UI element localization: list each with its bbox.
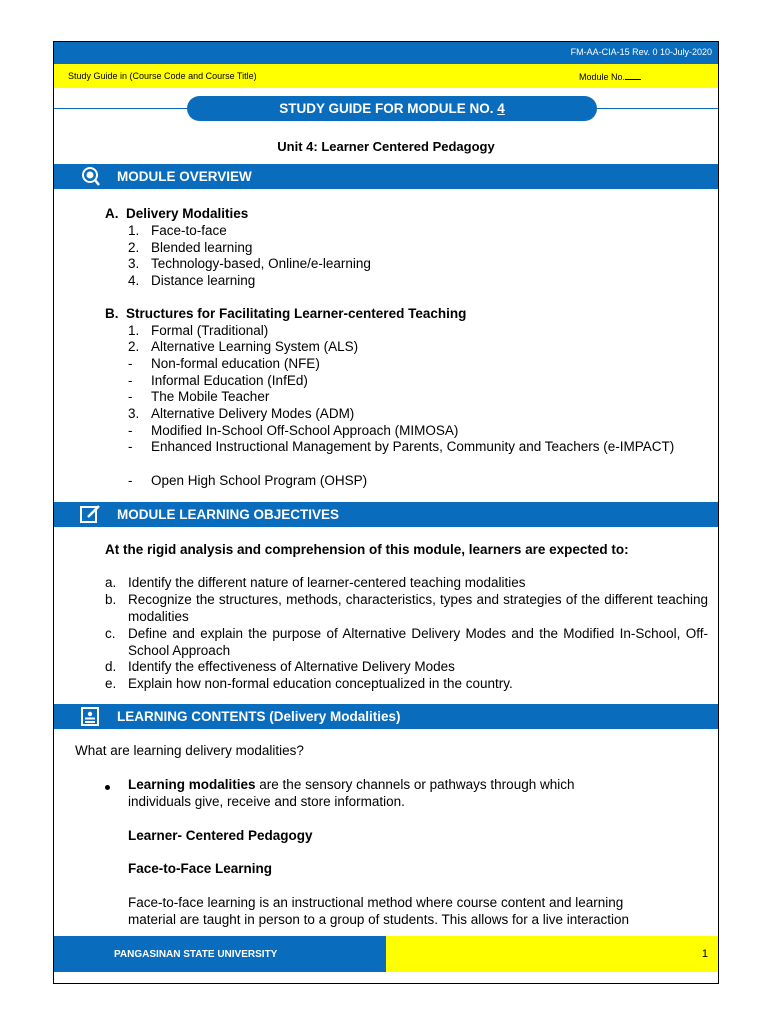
section-b-title: Structures for Facilitating Learner-centered Teaching	[126, 306, 467, 321]
list-item: Formal (Traditional)	[151, 323, 269, 338]
list-item-marker: c.	[105, 626, 116, 641]
footer-university-block	[54, 936, 386, 972]
clipboard-icon	[78, 706, 104, 727]
page-title	[187, 96, 597, 121]
list-item-marker: 4.	[128, 273, 140, 288]
list-item: Explain how non-formal education conceptualized in the country.	[128, 676, 513, 691]
bullet-bold-term: Learning modalities	[128, 777, 256, 792]
list-item-marker: 3.	[128, 406, 140, 421]
objectives-intro: At the rigid analysis and comprehension of this module, learners are expected to:	[105, 542, 629, 557]
bullet-line-2: individuals give, receive and store information.	[128, 794, 405, 809]
module-overview-heading: MODULE OVERVIEW	[117, 169, 252, 184]
section-a-title: Delivery Modalities	[126, 206, 249, 221]
document-page	[53, 41, 719, 984]
bullet-rest-1: are the sensory channels or pathways through which	[259, 777, 575, 792]
list-item: The Mobile Teacher	[151, 389, 270, 404]
list-item: Informal Education (InfEd)	[151, 373, 308, 388]
edit-icon	[78, 504, 104, 525]
list-item: Face-to-face	[151, 223, 227, 238]
list-item-marker: 1.	[128, 223, 140, 238]
objectives-heading: MODULE LEARNING OBJECTIVES	[117, 507, 340, 522]
list-item: Open High School Program (OHSP)	[151, 473, 368, 488]
module-no-label: Module No.	[579, 72, 626, 82]
list-item-marker: 3.	[128, 256, 140, 271]
list-item-marker: e.	[105, 676, 117, 691]
list-item: Modified In-School Off-School Approach (MIMOSA)	[151, 423, 459, 438]
list-item-marker: b.	[105, 592, 117, 607]
list-item: Blended learning	[151, 240, 253, 255]
list-item: Identify the different nature of learner-centered teaching modalities	[128, 575, 526, 590]
module-overview-header	[54, 164, 718, 189]
section-b-marker: B.	[105, 306, 119, 321]
list-item: Identify the effectiveness of Alternative Delivery Modes	[128, 659, 455, 674]
paragraph-line-2: material are taught in person to a group of students. This allows for a live interaction	[128, 912, 630, 927]
list-item-marker: d.	[105, 659, 117, 674]
subheading-pedagogy: Learner- Centered Pedagogy	[128, 828, 313, 843]
unit-title: Unit 4: Learner Centered Pedagogy	[277, 139, 495, 154]
module-no-blank	[625, 71, 641, 80]
search-icon	[78, 166, 104, 187]
list-item-marker: a.	[105, 575, 117, 590]
list-item: Recognize the structures, methods, characteristics, types and strategies of the different teaching modalities	[128, 592, 708, 624]
question-text: What are learning delivery modalities?	[75, 743, 304, 758]
list-item-marker: 1.	[128, 323, 140, 338]
list-item-marker: -	[128, 423, 133, 438]
subheading-face-to-face: Face-to-Face Learning	[128, 861, 273, 876]
list-item: Alternative Learning System (ALS)	[151, 339, 359, 354]
list-item-marker: -	[128, 473, 133, 488]
learning-contents-header	[54, 704, 718, 729]
list-item: Distance learning	[151, 273, 256, 288]
objectives-header	[54, 502, 718, 527]
module-number: 4	[497, 101, 505, 116]
list-item: Technology-based, Online/e-learning	[151, 256, 371, 271]
list-item-marker: -	[128, 389, 133, 404]
form-code: FM-AA-CIA-15 Rev. 0 10-July-2020	[570, 47, 712, 57]
course-bar	[54, 64, 718, 88]
list-item-marker: 2.	[128, 240, 140, 255]
list-item-marker: -	[128, 439, 133, 454]
study-guide-label: Study Guide in (Course Code and Course Title)	[68, 71, 257, 81]
list-item-marker: -	[128, 356, 133, 371]
bullet-dot	[105, 785, 110, 790]
title-prefix: STUDY GUIDE FOR MODULE NO.	[279, 101, 494, 116]
top-bar	[54, 42, 718, 64]
paragraph-line-1: Face-to-face learning is an instructional method where course content and learning	[128, 895, 624, 910]
section-a-marker: A.	[105, 206, 119, 221]
list-item-marker: -	[128, 373, 133, 388]
footer-page-block	[386, 936, 718, 972]
page-number: 1	[701, 948, 708, 960]
bullet-line-1	[128, 777, 574, 794]
university-name: PANGASINAN STATE UNIVERSITY	[114, 949, 278, 960]
page-footer	[54, 936, 718, 972]
learning-contents-heading: LEARNING CONTENTS (Delivery Modalities)	[117, 709, 401, 724]
list-item-marker: 2.	[128, 339, 140, 354]
list-item: Define and explain the purpose of Alternative Delivery Modes and the Modified In-School, Off-School Approach	[128, 626, 708, 658]
list-item: Enhanced Instructional Management by Parents, Community and Teachers (e-IMPACT)	[151, 439, 675, 454]
list-item: Non-formal education (NFE)	[151, 356, 320, 371]
list-item: Alternative Delivery Modes (ADM)	[151, 406, 355, 421]
module-no-field	[579, 71, 641, 82]
